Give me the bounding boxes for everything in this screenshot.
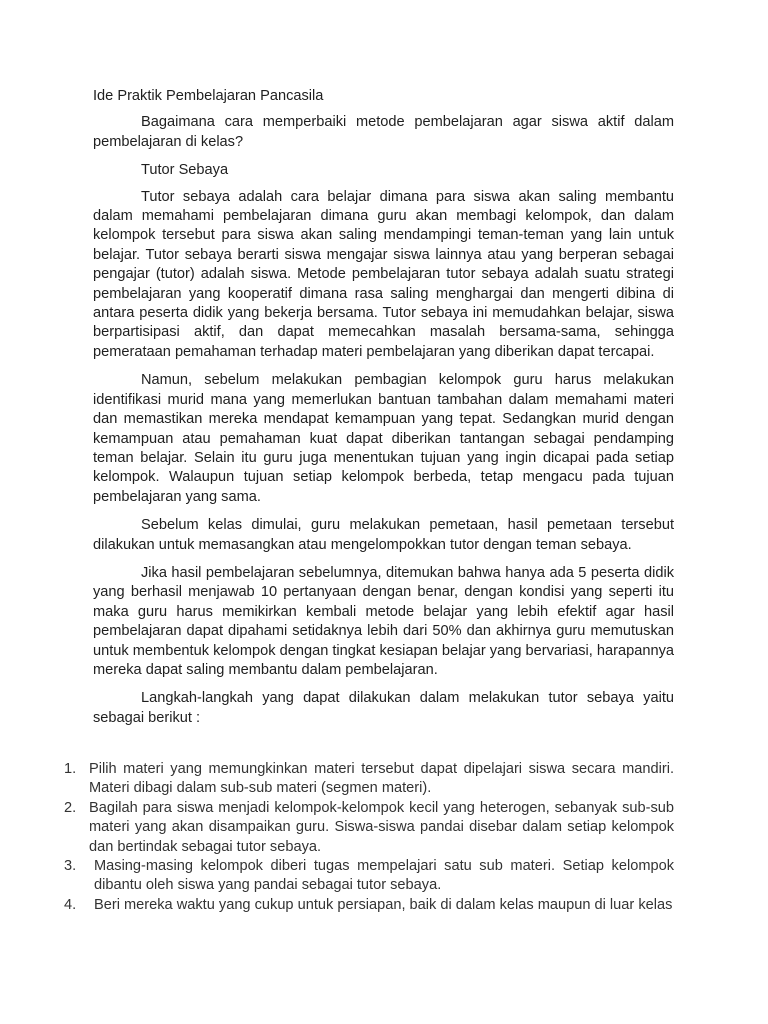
list-item-number: 1.: [64, 761, 77, 777]
paragraph-identification: Namun, sebelum melakukan pembagian kelompok guru harus melakukan identifikasi murid mana yang memerlukan bantuan tambahan dalam memahami materi dan memastikan mereka mendapat kemampuan yang tepat. Sedangkan murid dengan kemampuan atau pemahaman kuat dapat diberikan tantangan sebagai pendamping teman belajar. Selain itu guru juga menentukan tujuan yang ingin dicapai pada setiap kelompok. Walaupun tujuan setiap kelompok berbeda, tetap mengacu pada tujuan pembelajaran yang sama.: [93, 372, 674, 505]
list-item-text: Bagilah para siswa menjadi kelompok-kelompok kecil yang heterogen, sebanyak sub-sub materi yang akan disampaikan guru. Siswa-siswa pandai disebar dalam setiap kelompok dan bertindak sebagai tutor sebaya.: [89, 799, 674, 855]
steps-list: [64, 760, 674, 915]
list-item: [64, 857, 674, 896]
list-item: [64, 760, 674, 799]
list-item-text: Pilih materi yang memungkinkan materi tersebut dapat dipelajari siswa secara mandiri. Materi dibagi dalam sub-sub materi (segmen materi).: [89, 761, 674, 797]
list-item: [64, 799, 674, 857]
list-item-number: 3.: [64, 858, 77, 875]
paragraph-mapping: Sebelum kelas dimulai, guru melakukan pemetaan, hasil pemetaan tersebut dilakukan untuk memasangkan atau mengelompokkan tutor dengan teman sebaya.: [93, 517, 674, 553]
list-item-text: Masing-masing kelompok diberi tugas mempelajari satu sub materi. Setiap kelompok dibantu oleh siswa yang pandai sebagai tutor sebaya.: [94, 858, 674, 894]
section-heading: Tutor Sebaya: [141, 162, 229, 179]
document-title: Ide Praktik Pembelajaran Pancasila: [93, 88, 324, 104]
list-item-text: Beri mereka waktu yang cukup untuk persiapan, baik di dalam kelas maupun di luar kelas: [94, 896, 673, 913]
document-body: [93, 87, 674, 737]
paragraph-example: Jika hasil pembelajaran sebelumnya, ditemukan bahwa hanya ada 5 peserta didik yang berhasil menjawab 10 pertanyaan dengan benar, dengan kondisi yang seperti itu maka guru harus memikirkan kembali metode belajar yang lebih efektif agar hasil pembelajaran dapat dipahami setidaknya lebih dari 50% dan akhirnya guru memutuskan untuk membentuk kelompok dengan tingkat kesiapan belajar yang bervariasi, harapannya mereka dapat saling membantu dalam pembelajaran.: [93, 564, 674, 678]
list-item-number: 2.: [64, 799, 77, 816]
paragraph-definition: Tutor sebaya adalah cara belajar dimana para siswa akan saling membantu dalam memahami pembelajaran dimana guru akan membagi kelompok, dan dalam kelompok tersebut para siswa akan saling mendampingi teman-teman yang lain untuk belajar. Tutor sebaya berarti siswa mengajar siswa lainnya atau yang berperan sebagai pengajar (tutor) adalah siswa. Metode pembelajaran tutor sebaya adalah suatu strategi pembelajaran yang kooperatif dimana rasa saling menghargai dan mengerti dibina di antara peserta didik yang bekerja bersama. Tutor sebaya ini memudahkan belajar, siswa berpartisipasi aktif, dan dapat memecahkan masalah bersama-sama, sehingga pemerataan pemahaman terhadap materi pembelajaran yang diberikan dapat tercapai.: [93, 188, 674, 360]
question-paragraph: Bagaimana cara memperbaiki metode pembelajaran agar siswa aktif dalam pembelajaran di kelas?: [93, 114, 674, 150]
paragraph-steps-intro: Langkah-langkah yang dapat dilakukan dalam melakukan tutor sebaya yaitu sebagai berikut :: [93, 690, 674, 726]
list-item-number: 4.: [64, 896, 77, 913]
list-item: [64, 896, 674, 915]
